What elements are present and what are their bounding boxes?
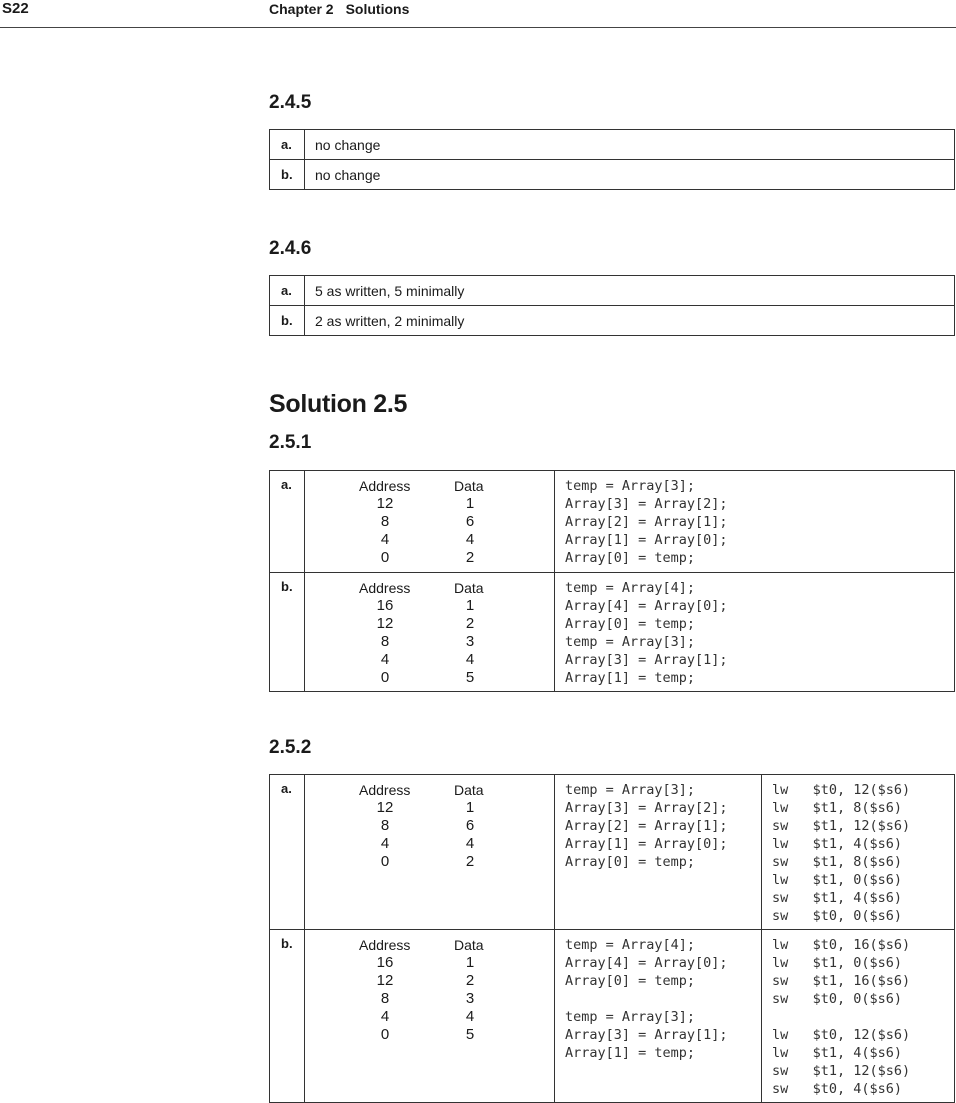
data-value: 4 xyxy=(465,835,475,852)
address-value: 0 xyxy=(380,549,390,566)
chapter-title xyxy=(269,1,409,17)
row-label: b. xyxy=(270,306,305,336)
code-line: Array[1] = temp; xyxy=(565,1045,696,1061)
address-value: 4 xyxy=(380,651,390,668)
asm-line: lw $t0, 12($s6) xyxy=(772,1027,911,1043)
data-header: Data xyxy=(454,782,484,798)
memory-cell xyxy=(305,775,555,930)
memory-cell xyxy=(305,930,555,1103)
address-header: Address xyxy=(359,782,411,798)
heading-2-4-5: 2.4.5 xyxy=(269,92,312,113)
data-value: 1 xyxy=(465,954,475,971)
address-header: Address xyxy=(359,580,411,596)
row-text: no change xyxy=(305,130,955,160)
data-value: 4 xyxy=(465,531,475,548)
address-value: 0 xyxy=(380,853,390,870)
address-value: 8 xyxy=(380,513,390,530)
table-2-4-6 xyxy=(269,275,955,336)
chapter-label: Chapter 2 xyxy=(269,1,334,17)
asm-line: lw $t0, 12($s6) xyxy=(772,782,911,798)
code-line: Array[3] = Array[1]; xyxy=(565,1027,728,1043)
row-label: b. xyxy=(270,160,305,190)
data-column xyxy=(454,799,486,871)
table-2-4-5 xyxy=(269,129,955,190)
row-text: no change xyxy=(305,160,955,190)
code-line: Array[0] = temp; xyxy=(565,616,696,632)
data-header: Data xyxy=(454,478,484,494)
address-header: Address xyxy=(359,937,411,953)
table-row xyxy=(270,775,955,930)
memory-cell xyxy=(305,573,555,692)
data-value: 3 xyxy=(465,633,475,650)
address-value: 12 xyxy=(376,615,394,632)
memory-cell xyxy=(305,471,555,573)
data-header: Data xyxy=(454,580,484,596)
table-row xyxy=(270,130,955,160)
c-code xyxy=(555,930,762,1103)
data-value: 6 xyxy=(465,817,475,834)
asm-line: lw $t1, 0($s6) xyxy=(772,872,903,888)
code-line: temp = Array[4]; xyxy=(565,937,696,953)
mips-code xyxy=(762,930,955,1103)
row-text: 5 as written, 5 minimally xyxy=(305,276,955,306)
table-row xyxy=(270,276,955,306)
code-line: Array[1] = temp; xyxy=(565,670,696,686)
solution-title: Solution 2.5 xyxy=(269,390,408,418)
data-value: 2 xyxy=(465,615,475,632)
code-line: Array[3] = Array[2]; xyxy=(565,496,728,512)
asm-line xyxy=(772,1008,954,1026)
page-number: S22 xyxy=(2,0,29,17)
code-line: Array[1] = Array[0]; xyxy=(565,532,728,548)
table-row xyxy=(270,573,955,692)
data-value: 1 xyxy=(465,597,475,614)
asm-line: sw $t1, 12($s6) xyxy=(772,818,911,834)
c-code xyxy=(555,471,955,573)
c-code xyxy=(555,573,955,692)
address-value: 4 xyxy=(380,1008,390,1025)
heading-2-5-1: 2.5.1 xyxy=(269,432,312,453)
asm-line: lw $t0, 16($s6) xyxy=(772,937,911,953)
code-line: Array[2] = Array[1]; xyxy=(565,514,728,530)
address-value: 0 xyxy=(380,1026,390,1043)
table-row xyxy=(270,930,955,1103)
page-header xyxy=(0,0,956,28)
section-label: Solutions xyxy=(345,1,410,17)
table-row xyxy=(270,306,955,336)
address-value: 4 xyxy=(380,835,390,852)
code-line: temp = Array[3]; xyxy=(565,634,696,650)
data-value: 4 xyxy=(465,651,475,668)
asm-line: sw $t1, 16($s6) xyxy=(772,973,911,989)
asm-line: sw $t0, 0($s6) xyxy=(772,908,903,924)
address-header: Address xyxy=(359,478,411,494)
code-line: Array[0] = temp; xyxy=(565,550,696,566)
asm-line: sw $t0, 4($s6) xyxy=(772,1081,903,1097)
address-value: 16 xyxy=(376,597,394,614)
c-code xyxy=(555,775,762,930)
table-row xyxy=(270,160,955,190)
asm-line: lw $t1, 8($s6) xyxy=(772,800,903,816)
address-value: 16 xyxy=(376,954,394,971)
data-value: 5 xyxy=(465,1026,475,1043)
row-label: a. xyxy=(270,775,305,930)
data-header: Data xyxy=(454,937,484,953)
row-text: 2 as written, 2 minimally xyxy=(305,306,955,336)
address-column xyxy=(359,799,411,871)
row-label: a. xyxy=(270,276,305,306)
asm-line: sw $t0, 0($s6) xyxy=(772,991,903,1007)
table-row xyxy=(270,471,955,573)
code-line: Array[4] = Array[0]; xyxy=(565,955,728,971)
address-column xyxy=(359,495,411,567)
data-value: 1 xyxy=(465,495,475,512)
data-value: 5 xyxy=(465,669,475,686)
address-value: 8 xyxy=(380,990,390,1007)
data-value: 2 xyxy=(465,972,475,989)
code-line xyxy=(565,990,761,1008)
data-value: 4 xyxy=(465,1008,475,1025)
asm-line: lw $t1, 4($s6) xyxy=(772,836,903,852)
address-value: 8 xyxy=(380,817,390,834)
heading-2-5-2: 2.5.2 xyxy=(269,737,312,758)
code-line: temp = Array[4]; xyxy=(565,580,696,596)
code-line: Array[1] = Array[0]; xyxy=(565,836,728,852)
asm-line: sw $t1, 8($s6) xyxy=(772,854,903,870)
data-value: 2 xyxy=(465,853,475,870)
mips-code xyxy=(762,775,955,930)
data-value: 2 xyxy=(465,549,475,566)
code-line: temp = Array[3]; xyxy=(565,478,696,494)
table-2-5-2 xyxy=(269,774,955,1103)
data-value: 6 xyxy=(465,513,475,530)
row-label: a. xyxy=(270,471,305,573)
code-line: Array[2] = Array[1]; xyxy=(565,818,728,834)
heading-2-4-6: 2.4.6 xyxy=(269,238,312,259)
address-column xyxy=(359,954,411,1044)
data-column xyxy=(454,954,486,1044)
data-value: 3 xyxy=(465,990,475,1007)
address-value: 12 xyxy=(376,972,394,989)
data-value: 1 xyxy=(465,799,475,816)
address-value: 12 xyxy=(376,495,394,512)
code-line: Array[0] = temp; xyxy=(565,973,696,989)
asm-line: sw $t1, 12($s6) xyxy=(772,1063,911,1079)
data-column xyxy=(454,495,486,567)
code-line: Array[3] = Array[2]; xyxy=(565,800,728,816)
row-label: b. xyxy=(270,573,305,692)
code-line: temp = Array[3]; xyxy=(565,782,696,798)
address-column xyxy=(359,597,411,687)
address-value: 8 xyxy=(380,633,390,650)
row-label: b. xyxy=(270,930,305,1103)
code-line: Array[0] = temp; xyxy=(565,854,696,870)
row-label: a. xyxy=(270,130,305,160)
asm-line: lw $t1, 4($s6) xyxy=(772,1045,903,1061)
code-line: Array[4] = Array[0]; xyxy=(565,598,728,614)
asm-line: lw $t1, 0($s6) xyxy=(772,955,903,971)
data-column xyxy=(454,597,486,687)
asm-line: sw $t1, 4($s6) xyxy=(772,890,903,906)
table-2-5-1 xyxy=(269,470,955,692)
address-value: 12 xyxy=(376,799,394,816)
address-value: 4 xyxy=(380,531,390,548)
code-line: temp = Array[3]; xyxy=(565,1009,696,1025)
code-line: Array[3] = Array[1]; xyxy=(565,652,728,668)
address-value: 0 xyxy=(380,669,390,686)
